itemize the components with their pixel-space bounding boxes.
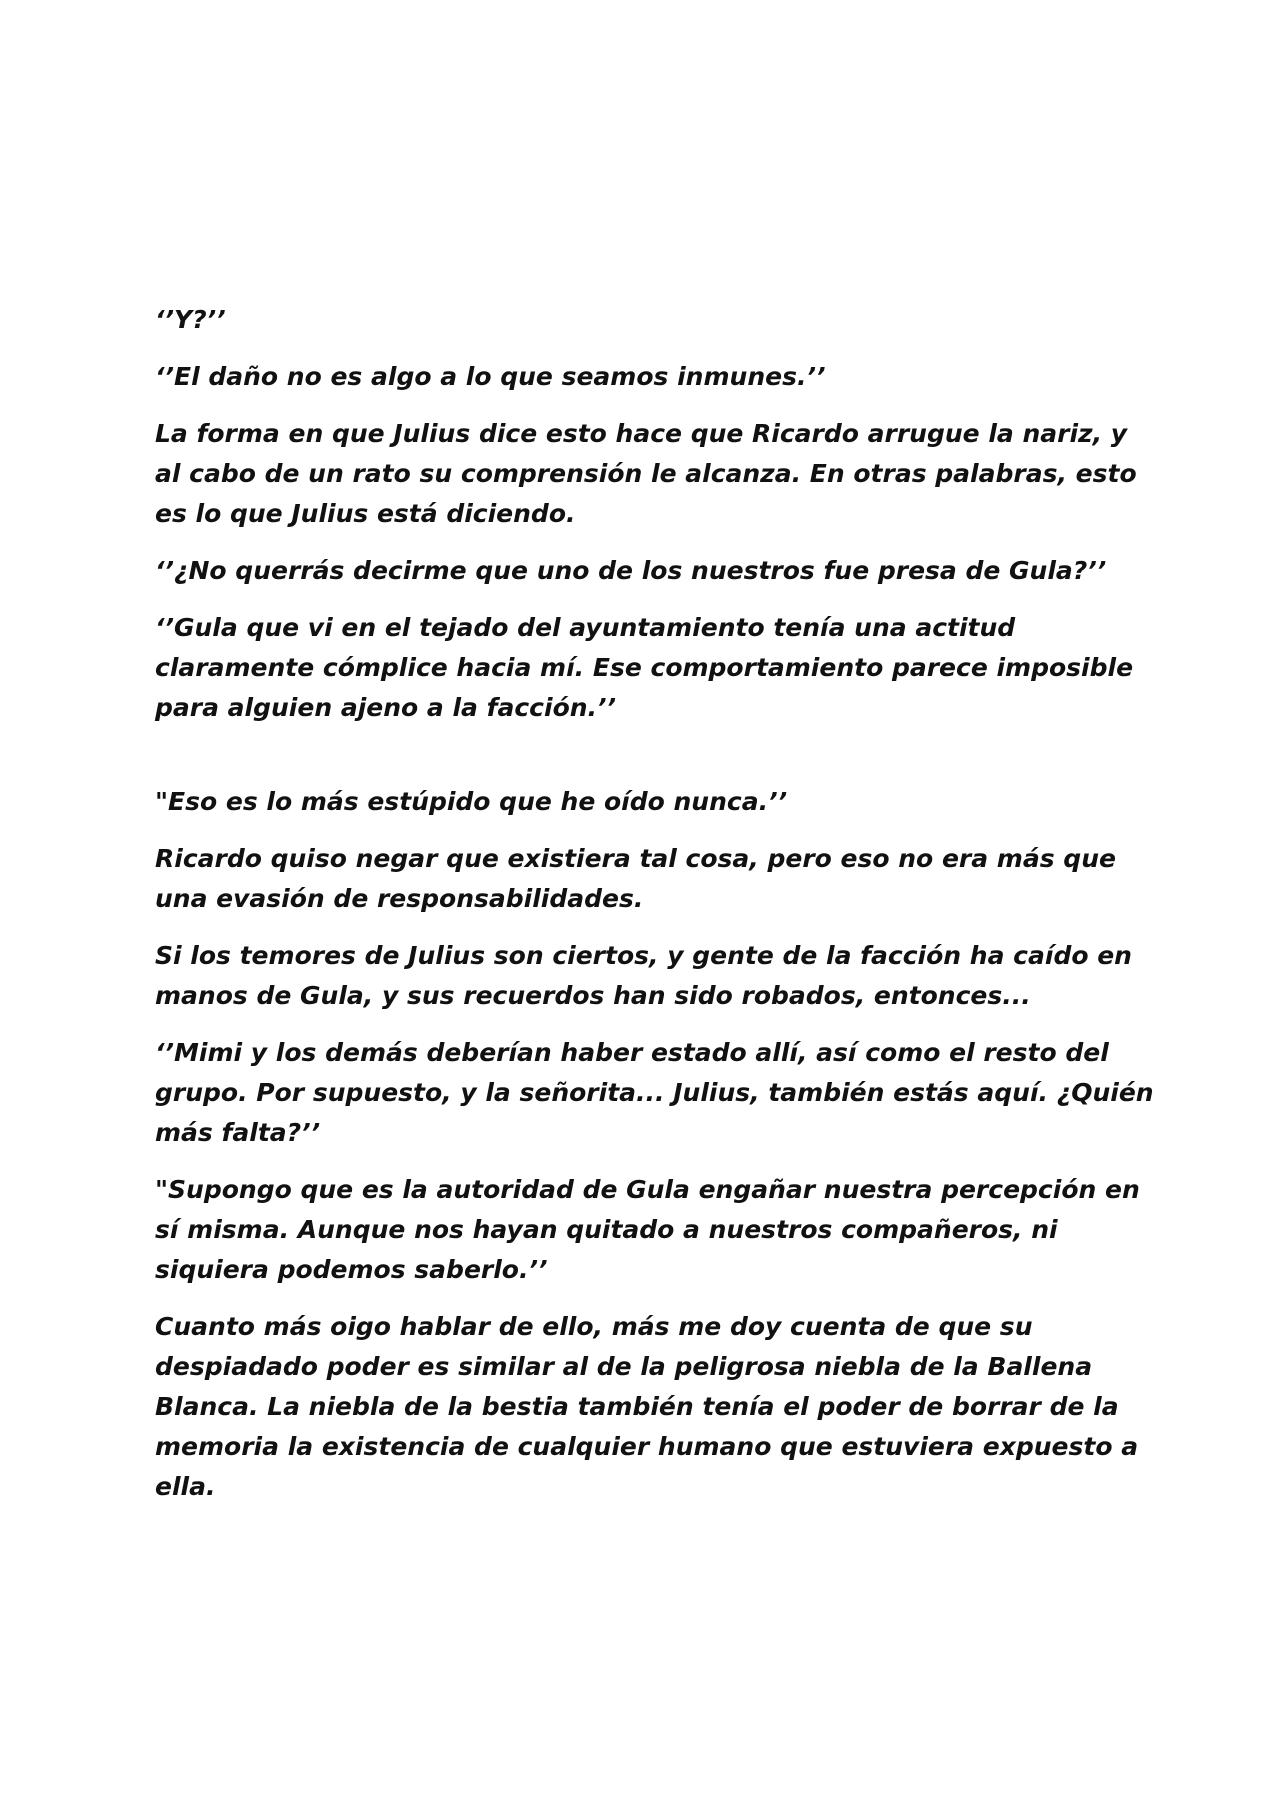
paragraph-11: Cuanto más oigo hablar de ello, más me doy cuenta de que su despiadado poder es similar al de la peligrosa niebla de la Ballena Blanca. La niebla de la bestia también tenía el poder de borrar de la memoria la existencia de cualquier humano que estuviera expuesto a ella. xyxy=(155,1312,1139,1501)
paragraph-2: ‘’El daño no es algo a lo que seamos inmunes.’’ xyxy=(155,362,826,391)
paragraph-8: Si los temores de Julius son ciertos, y gente de la facción ha caído en manos de Gula, y sus recuerdos han sido robados, entonces... xyxy=(155,941,1132,1010)
paragraph-6: "Eso es lo más estúpido que he oído nunca.’’ xyxy=(155,787,788,816)
paragraph-7: Ricardo quiso negar que existiera tal cosa, pero eso no era más que una evasión de responsabilidades. xyxy=(155,844,1116,913)
paragraph-3: La forma en que Julius dice esto hace que Ricardo arrugue la nariz, y al cabo de un rato su comprensión le alcanza. En otras palabras, esto es lo que Julius está diciendo. xyxy=(155,419,1137,528)
document-body xyxy=(155,300,1155,1524)
paragraph-4: ‘’¿No querrás decirme que uno de los nuestros fue presa de Gula?’’ xyxy=(155,556,1107,585)
paragraph-1: ‘’Y?’’ xyxy=(155,305,226,334)
paragraph-10: "Supongo que es la autoridad de Gula engañar nuestra percepción en sí misma. Aunque nos hayan quitado a nuestros compañeros, ni siquiera podemos saberlo.’’ xyxy=(155,1175,1140,1284)
paragraph-9: ‘’Mimi y los demás deberían haber estado allí, así como el resto del grupo. Por supuesto, y la señorita... Julius, también estás aquí. ¿Quién más falta?’’ xyxy=(155,1038,1154,1147)
paragraph-5: ‘’Gula que vi en el tejado del ayuntamiento tenía una actitud claramente cómplice hacia mí. Ese comportamiento parece imposible para alguien ajeno a la facción.’’ xyxy=(155,613,1134,722)
